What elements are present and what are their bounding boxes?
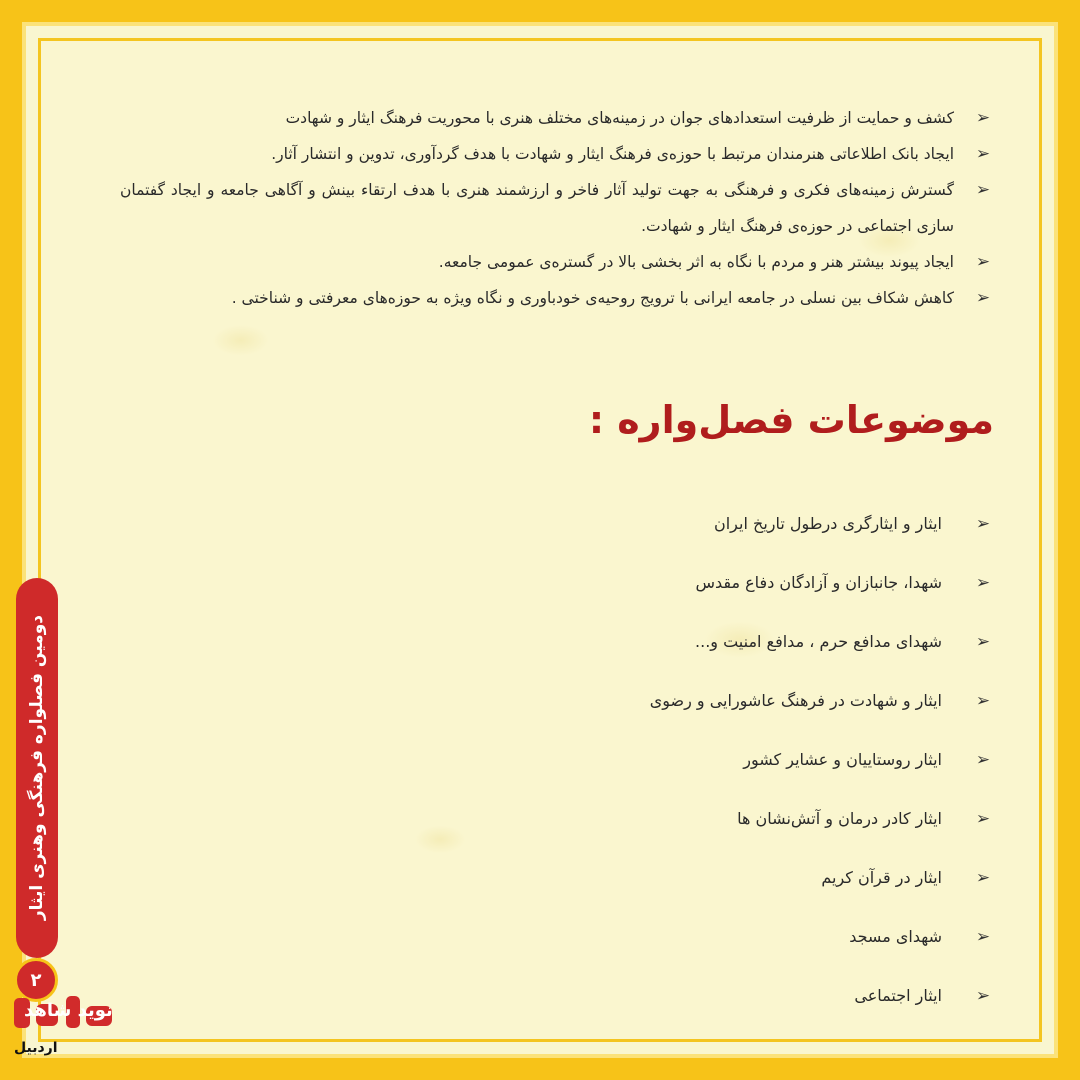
page-number-badge: ۲ (14, 958, 58, 1002)
checkmark-arrow-icon: ➢ (975, 180, 991, 200)
objective-item: ➢ ایجاد پیوند بیشتر هنر و مردم با نگاه به اثر بخشی بالا در گستره‌ی عمومی جامعه. (120, 244, 994, 280)
side-title-tab (16, 578, 58, 958)
checkmark-arrow-icon: ➢ (975, 927, 991, 947)
checkmark-arrow-icon: ➢ (975, 144, 991, 164)
side-title-text: دومین فصلواره فرهنگی وهنری ایثار (27, 615, 47, 921)
topic-item: ➢ ایثار اجتماعی (294, 976, 994, 1035)
checkmark-arrow-icon: ➢ (975, 691, 991, 711)
topics-heading: موضوعات فصل‌واره : (588, 398, 994, 442)
objective-item: ➢ گسترش زمینه‌های فکری و فرهنگی به جهت تولید آثار فاخر و ارزشمند هنری با هدف ارتقاء بینش و آگاهی جامعه و ایجاد گفتمان سازی اجتماعی در حوزه‌ی فرهنگ ایثار و شهادت. (120, 172, 994, 244)
checkmark-arrow-icon: ➢ (975, 868, 991, 888)
topic-item: ➢ ایثار و ایثارگری درطول تاریخ ایران (294, 504, 994, 563)
logo-main-text: نوید شاهد (24, 1000, 113, 1021)
objectives-section (120, 100, 994, 316)
objective-item: ➢ کشف و حمایت از ظرفیت استعدادهای جوان در زمینه‌های مختلف هنری با محوریت فرهنگ ایثار و شهادت (120, 100, 994, 136)
topic-item: ➢ شهدای مدافع حرم ، مدافع امنیت و... (294, 622, 994, 681)
topic-item: ➢ ایثار کادر درمان و آتش‌نشان ها (294, 799, 994, 858)
checkmark-arrow-icon: ➢ (975, 750, 991, 770)
checkmark-arrow-icon: ➢ (975, 809, 991, 829)
topic-item: ➢ شهدای مسجد (294, 917, 994, 976)
checkmark-arrow-icon: ➢ (975, 632, 991, 652)
objectives-list (120, 100, 994, 316)
topic-item: ➢ ایثار در قرآن کریم (294, 858, 994, 917)
checkmark-arrow-icon: ➢ (975, 986, 991, 1006)
logo-sub-text: اردبیل (14, 1040, 58, 1056)
topic-item: ➢ شهدا، جانبازان و آزادگان دفاع مقدس (294, 563, 994, 622)
objective-item: ➢ ایجاد بانک اطلاعاتی هنرمندان مرتبط با حوزه‌ی فرهنگ ایثار و شهادت با هدف گردآوری، تدوین و انتشار آثار. (120, 136, 994, 172)
topic-item: ➢ ایثار روستاییان و عشایر کشور (294, 740, 994, 799)
checkmark-arrow-icon: ➢ (975, 252, 991, 272)
checkmark-arrow-icon: ➢ (975, 108, 991, 128)
checkmark-arrow-icon: ➢ (975, 288, 991, 308)
checkmark-arrow-icon: ➢ (975, 514, 991, 534)
checkmark-arrow-icon: ➢ (975, 573, 991, 593)
topic-item: ➢ ایثار و شهادت در فرهنگ عاشورایی و رضوی (294, 681, 994, 740)
topics-list (294, 504, 994, 1035)
objective-item: ➢ کاهش شکاف بین نسلی در جامعه ایرانی با ترویج روحیه‌ی خودباوری و نگاه ویژه به حوزه‌های معرفتی و شناختی . (120, 280, 994, 316)
